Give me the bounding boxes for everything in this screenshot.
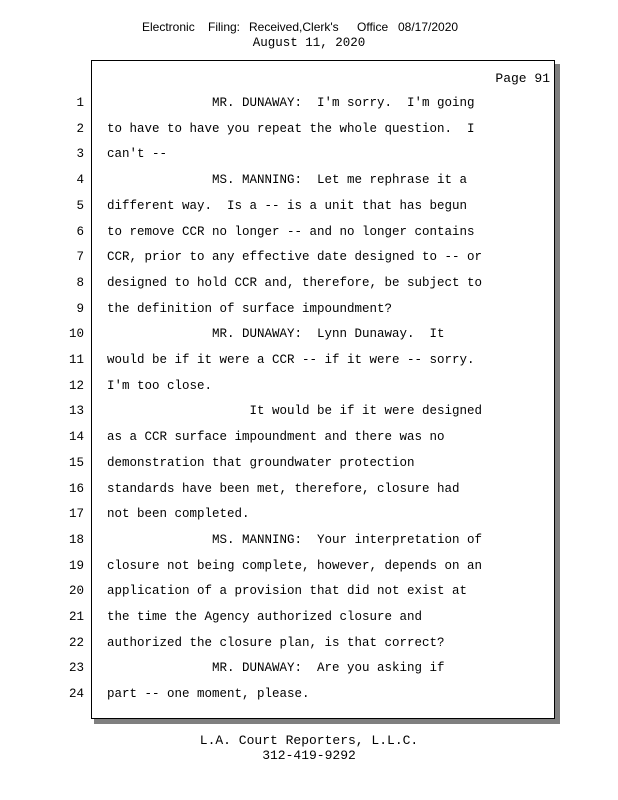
line-number: 15 [68, 456, 84, 470]
line-number: 4 [76, 173, 84, 187]
line-number: 11 [68, 353, 84, 367]
line-text: demonstration that groundwater protection [107, 456, 415, 470]
line-number: 21 [68, 610, 84, 624]
line-text: part -- one moment, please. [107, 687, 310, 701]
line-number: 8 [76, 276, 84, 290]
line-text: MR. DUNAWAY: I'm sorry. I'm going [107, 96, 475, 110]
line-text: can't -- [107, 147, 168, 161]
line-number: 20 [68, 584, 84, 598]
line-number: 16 [68, 482, 84, 496]
line-number: 1 [76, 96, 84, 110]
stamp-filing: Filing: [208, 20, 241, 34]
line-text: MR. DUNAWAY: Lynn Dunaway. It [107, 327, 445, 341]
line-text: application of a provision that did not exist at [107, 584, 468, 598]
line-text: designed to hold CCR and, therefore, be subject to [107, 276, 483, 290]
hearing-date: August 11, 2020 [252, 36, 366, 50]
page-number: Page 91 [495, 71, 550, 86]
line-number: 17 [68, 507, 84, 521]
line-number: 18 [68, 533, 84, 547]
line-number: 7 [76, 250, 84, 264]
line-number: 13 [68, 404, 84, 418]
stamp-received: Received,Clerk's [249, 20, 339, 34]
line-text: standards have been met, therefore, closure had [107, 482, 460, 496]
line-text: different way. Is a -- is a unit that has begun [107, 199, 468, 213]
line-number: 19 [68, 559, 84, 573]
stamp-date: 08/17/2020 [398, 20, 459, 34]
stamp-office: Office [357, 20, 389, 34]
line-text: I'm too close. [107, 379, 213, 393]
line-text: closure not being complete, however, depends on an [107, 559, 483, 573]
line-number: 5 [76, 199, 84, 213]
line-text: the definition of surface impoundment? [107, 302, 393, 316]
line-text: to have to have you repeat the whole question. I [107, 122, 475, 136]
line-text: MS. MANNING: Let me rephrase it a [107, 173, 468, 187]
line-text: as a CCR surface impoundment and there was no [107, 430, 445, 444]
line-number: 22 [68, 636, 84, 650]
line-number: 12 [68, 379, 84, 393]
line-text: authorized the closure plan, is that correct? [107, 636, 445, 650]
line-number: 23 [68, 661, 84, 675]
line-text: to remove CCR no longer -- and no longer contains [107, 225, 475, 239]
line-text: MR. DUNAWAY: Are you asking if [107, 661, 445, 675]
stamp-electronic: Electronic [142, 20, 195, 34]
line-number: 6 [76, 225, 84, 239]
line-number: 2 [76, 122, 84, 136]
line-number: 9 [76, 302, 84, 316]
line-number: 24 [68, 687, 84, 701]
line-number: 3 [76, 147, 84, 161]
line-text: would be if it were a CCR -- if it were -- sorry. [107, 353, 475, 367]
line-number: 10 [68, 327, 84, 341]
line-number: 14 [68, 430, 84, 444]
footer-phone: 312-419-9292 [262, 748, 356, 763]
line-text: It would be if it were designed [107, 404, 483, 418]
footer-company: L.A. Court Reporters, L.L.C. [199, 733, 419, 748]
line-text: not been completed. [107, 507, 250, 521]
line-text: CCR, prior to any effective date designed to -- or [107, 250, 483, 264]
line-text: the time the Agency authorized closure and [107, 610, 423, 624]
line-text: MS. MANNING: Your interpretation of [107, 533, 483, 547]
